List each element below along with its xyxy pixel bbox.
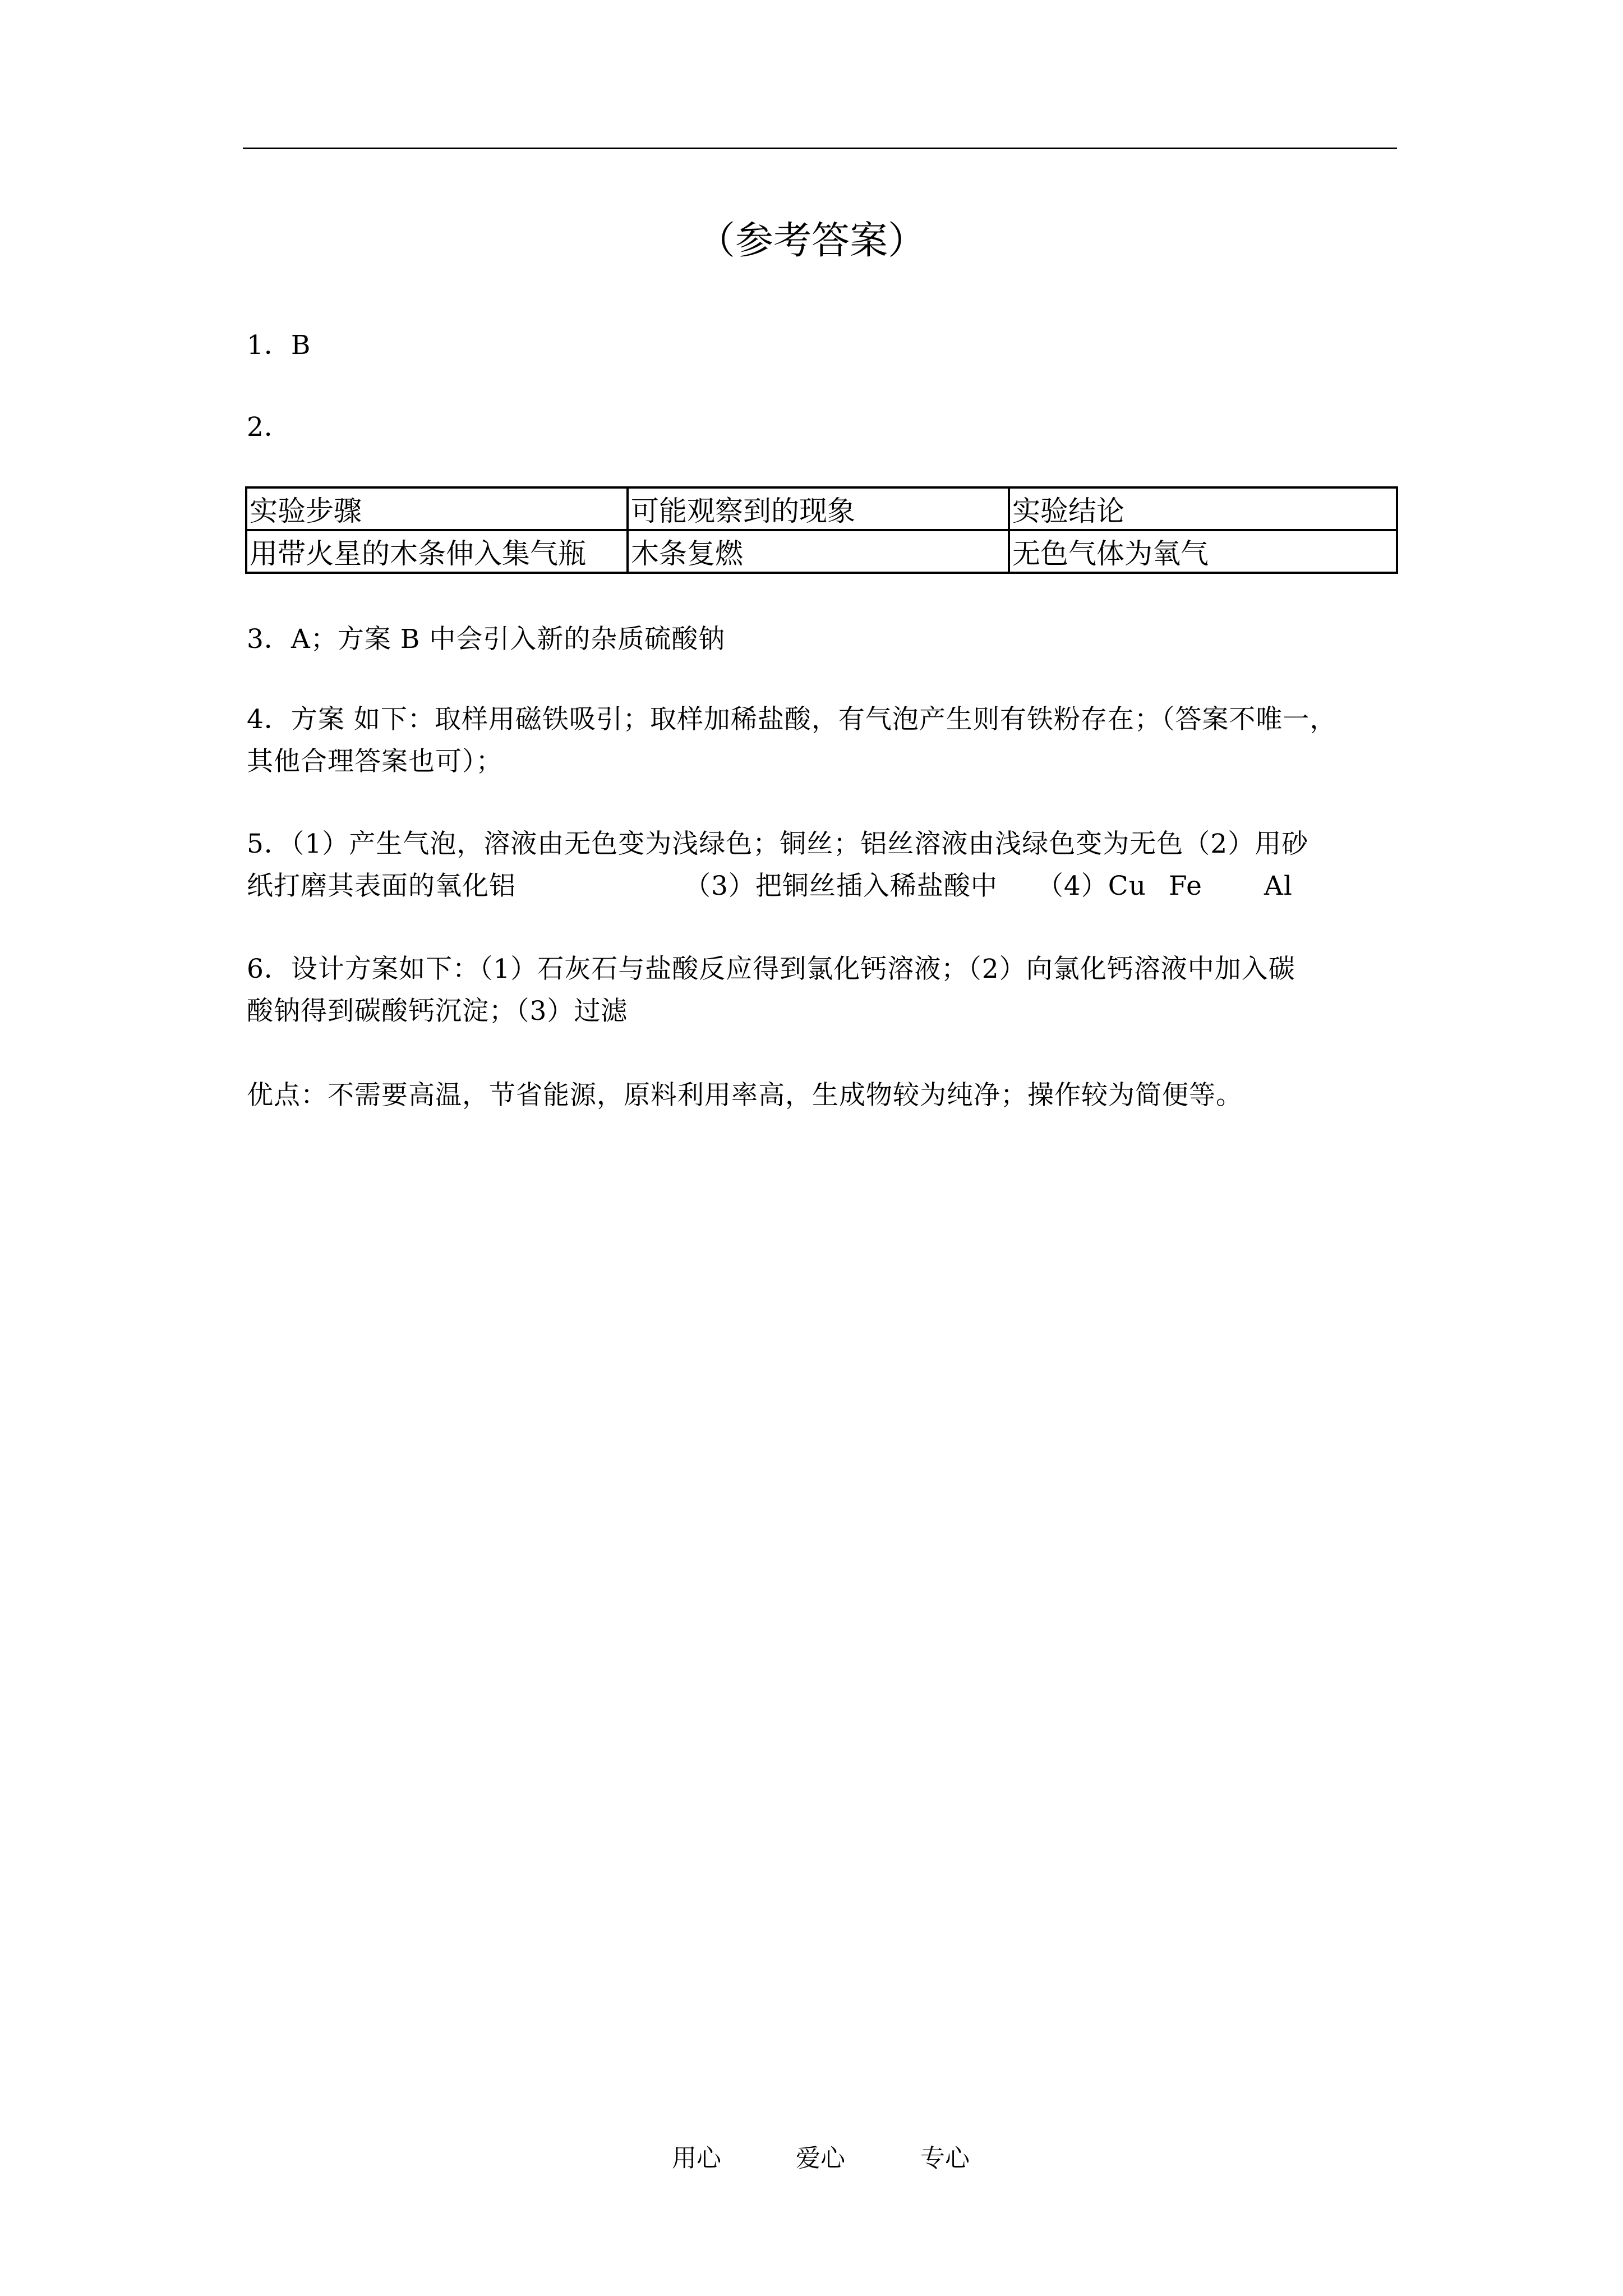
answer-2: 2． — [247, 412, 291, 443]
answer-6-line-1: 6．设计方案如下：（1）石灰石与盐酸反应得到氯化钙溶液；（2）向氯化钙溶液中加入碳 — [247, 954, 1295, 984]
table-header-cell: 实验结论 — [1009, 487, 1397, 530]
answer-4-line-2: 其他合理答案也可）； — [247, 746, 503, 777]
answer-5-part-b: （3）把铜丝插入稀盐酸中 — [684, 871, 998, 901]
page-title: （参考答案） — [697, 219, 926, 263]
answer-5-line-2 — [247, 865, 1396, 907]
table-header-cell: 可能观察到的现象 — [628, 487, 1009, 530]
answer-5-part-d: Fe — [1169, 871, 1202, 901]
answer-5-line-1: 5．（1）产生气泡，溶液由无色变为浅绿色；铜丝；铝丝溶液由浅绿色变为无色（2）用砂 — [247, 829, 1309, 859]
answer-4-line-1: 4．方案 如下：取样用磁铁吸引；取样加稀盐酸，有气泡产生则有铁粉存在；（答案不唯一， — [247, 704, 1337, 735]
table-header-cell: 实验步骤 — [246, 487, 628, 530]
answer-5 — [247, 823, 1396, 907]
experiment-table — [245, 486, 1398, 574]
footer-item: 用心 — [672, 2144, 721, 2173]
footer-item: 爱心 — [796, 2144, 845, 2173]
table-cell: 无色气体为氧气 — [1009, 530, 1397, 573]
footer-item: 专心 — [920, 2144, 970, 2173]
table-cell: 木条复燃 — [628, 530, 1009, 573]
advantages-text: 优点：不需要高温，节省能源，原料利用率高，生成物较为纯净；操作较为简便等。 — [247, 1080, 1243, 1111]
answer-6 — [247, 948, 1396, 1032]
header-rule — [243, 148, 1397, 149]
table-header-row — [246, 487, 1397, 530]
answer-5-part-a: 纸打磨其表面的氧化铝 — [247, 871, 516, 901]
answer-5-part-e: Al — [1264, 871, 1293, 901]
table-row — [246, 530, 1397, 573]
answer-4 — [247, 698, 1396, 783]
answer-6-line-2: 酸钠得到碳酸钙沉淀；（3）过滤 — [247, 996, 628, 1027]
table-cell: 用带火星的木条伸入集气瓶 — [246, 530, 628, 573]
answer-3: 3．A；方案 B 中会引入新的杂质硫酸钠 — [247, 624, 726, 655]
answer-5-part-c: （4）Cu — [1036, 871, 1147, 901]
answer-1: 1．B — [247, 330, 311, 361]
